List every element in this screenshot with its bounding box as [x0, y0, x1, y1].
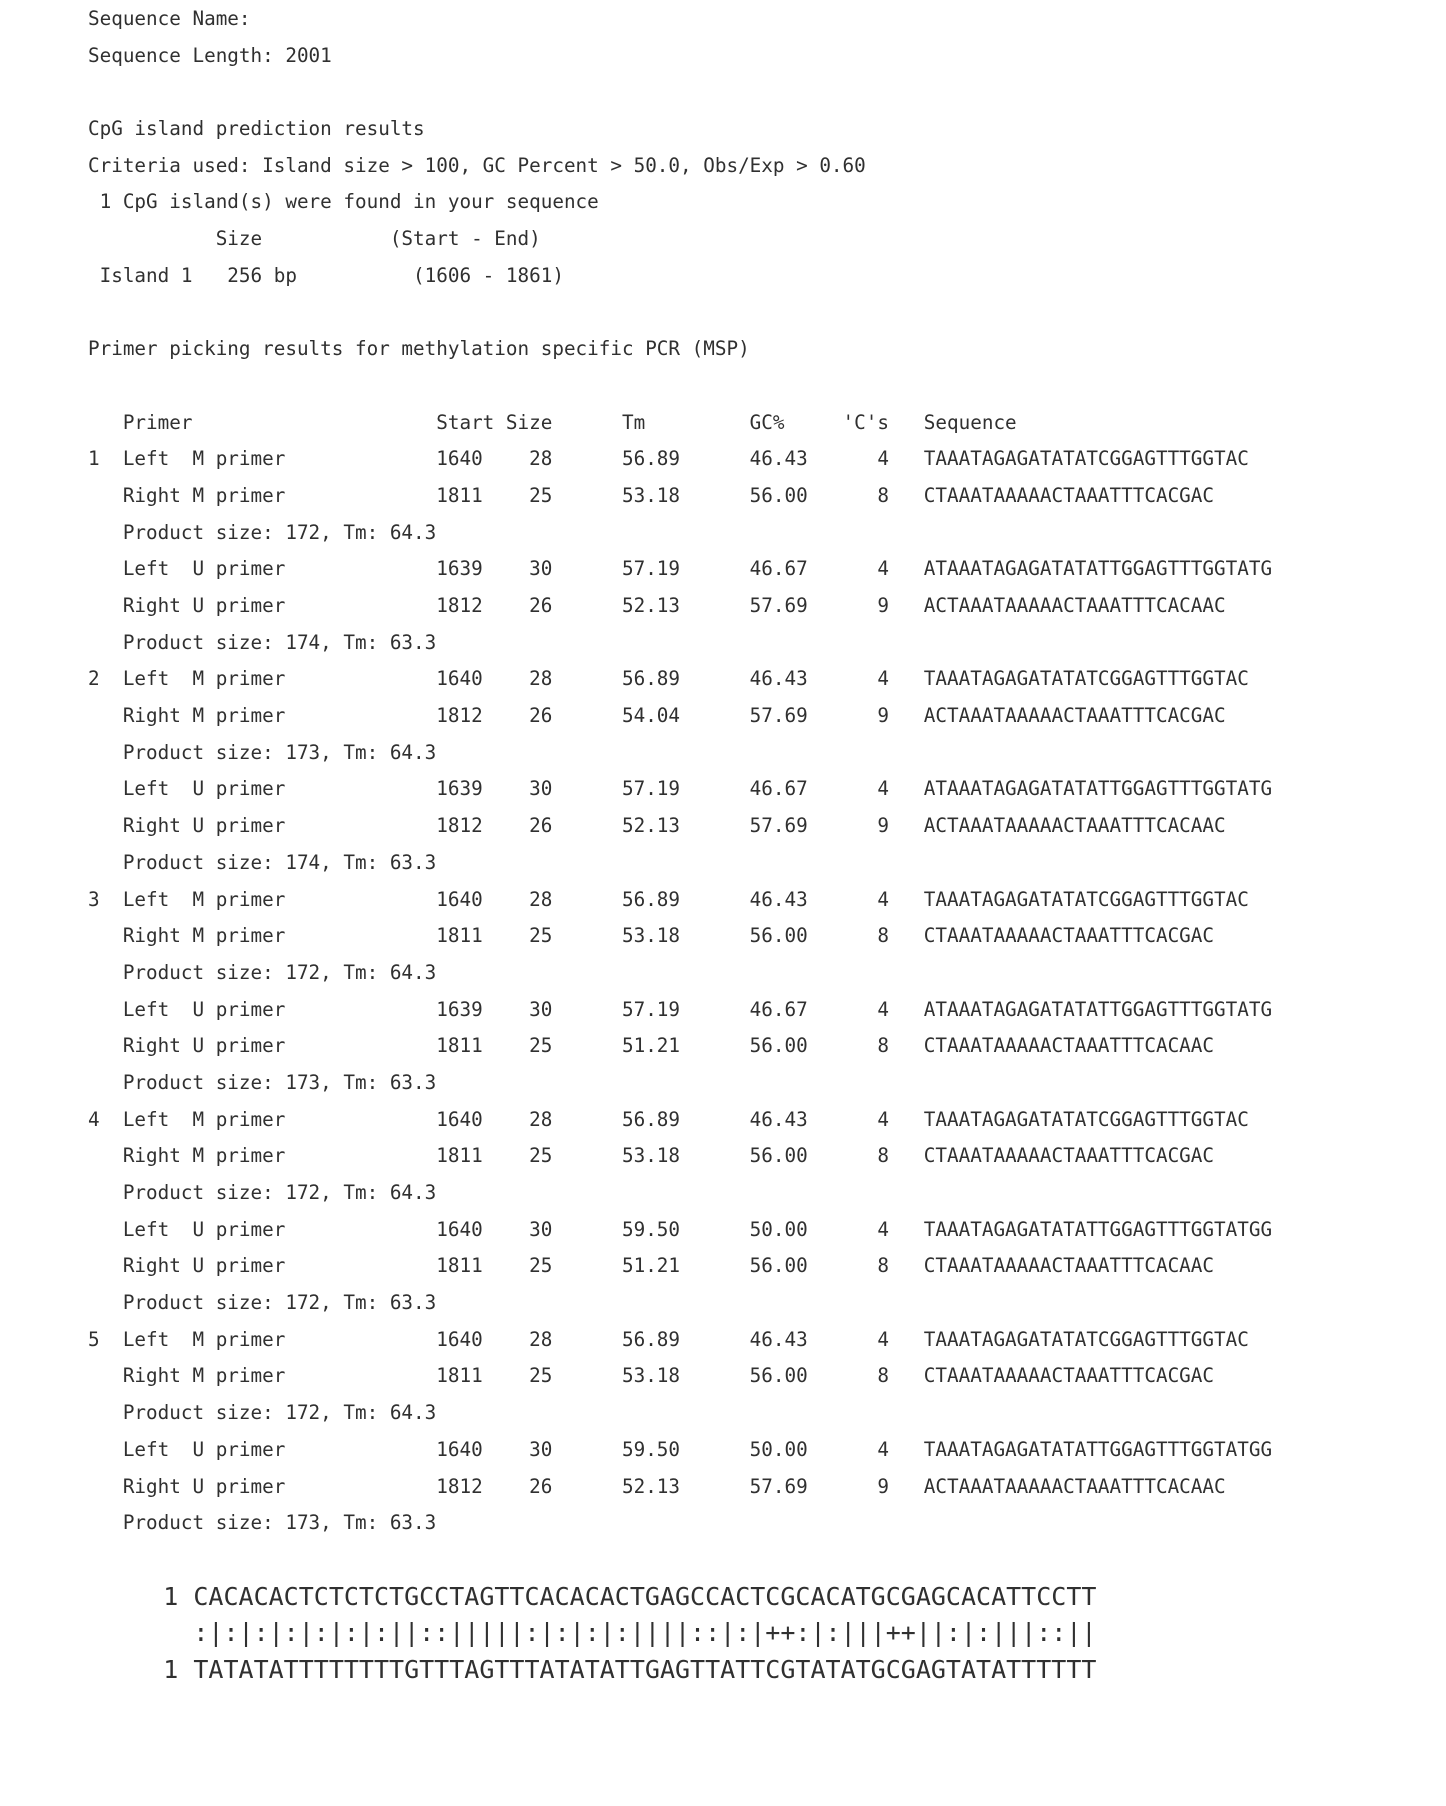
product-size-row: Product size: 174, Tm: 63.3 — [88, 630, 437, 654]
product-size-row: Product size: 172, Tm: 64.3 — [88, 960, 437, 984]
primer-row: 2 Left M primer 1640 28 56.89 46.43 4 TAAATAGAGATATATCGGAGTTTGGTAC — [88, 667, 1249, 691]
primer-row: Right U primer 1811 25 51.21 56.00 8 CTAAATAAAAACTAAATTTCACAAC — [88, 1034, 1215, 1058]
cpg-size-header-line: Size (Start - End) — [88, 227, 541, 251]
blank-line — [88, 74, 1272, 111]
primer-row: Left U primer 1639 30 57.19 46.67 4 ATAAATAGAGATATATTGGAGTTTGGTATG — [88, 557, 1273, 581]
table-header-row: Primer Start Size Tm GC% 'C's Sequence — [88, 410, 1017, 434]
alignment-bottom-strand: 1 TATATATTTTTTTTGTTTAGTTTATATATTGAGTTATTCGTATATGCGAGTATATTTTTT — [88, 1654, 1097, 1684]
msp-title-line: Primer picking results for methylation specific PCR (MSP) — [88, 337, 750, 361]
alignment-match-line: :|:|:|:|:|:|:||::|||||:|:|:|:||||::|:|++:|:|||++||:|:|||::|| — [88, 1618, 1097, 1648]
product-size-row: Product size: 172, Tm: 64.3 — [88, 520, 437, 544]
primer-row: Left U primer 1639 30 57.19 46.67 4 ATAAATAGAGATATATTGGAGTTTGGTATG — [88, 997, 1273, 1021]
sequence-name-line: Sequence Name: — [88, 7, 263, 30]
msp-report — [88, 1, 1272, 1689]
primer-row: Right M primer 1811 25 53.18 56.00 8 CTAAATAAAAACTAAATTTCACGAC — [88, 483, 1215, 507]
alignment-block — [88, 1579, 1272, 1689]
primer-row: Right U primer 1812 26 52.13 57.69 9 ACTAAATAAAAACTAAATTTCACAAC — [88, 1474, 1226, 1498]
product-size-row: Product size: 172, Tm: 64.3 — [88, 1181, 437, 1204]
primer-row: 1 Left M primer 1640 28 56.89 46.43 4 TAAATAGAGATATATCGGAGTTTGGTAC — [88, 447, 1249, 471]
sequence-length-line: Sequence Length: 2001 — [88, 43, 332, 67]
primer-row: Right U primer 1812 26 52.13 57.69 9 ACTAAATAAAAACTAAATTTCACAAC — [88, 594, 1226, 617]
primer-row: 5 Left M primer 1640 28 56.89 46.43 4 TAAATAGAGATATATCGGAGTTTGGTAC — [88, 1327, 1249, 1351]
product-size-row: Product size: 172, Tm: 64.3 — [88, 1401, 437, 1425]
primer-row: Left U primer 1639 30 57.19 46.67 4 ATAAATAGAGATATATTGGAGTTTGGTATG — [88, 777, 1273, 801]
alignment-top-strand: 1 CACACACTCTCTCTGCCTAGTTCACACACTGAGCCACTCGCACATGCGAGCACATTCCTT — [88, 1581, 1097, 1611]
primer-row: Right U primer 1812 26 52.13 57.69 9 ACTAAATAAAAACTAAATTTCACAAC — [88, 814, 1226, 838]
product-size-row: Product size: 173, Tm: 63.3 — [88, 1070, 437, 1094]
blank-line — [88, 295, 1272, 332]
cpg-criteria-line: Criteria used: Island size > 100, GC Percent > 50.0, Obs/Exp > 0.60 — [88, 153, 866, 177]
primer-row: Left U primer 1640 30 59.50 50.00 4 TAAATAGAGATATATTGGAGTTTGGTATGG — [88, 1217, 1273, 1241]
cpg-island-row: Island 1 256 bp (1606 - 1861) — [88, 263, 564, 287]
primer-row: Right M primer 1811 25 53.18 56.00 8 CTAAATAAAAACTAAATTTCACGAC — [88, 1364, 1215, 1388]
primer-row: 3 Left M primer 1640 28 56.89 46.43 4 TAAATAGAGATATATCGGAGTTTGGTAC — [88, 887, 1249, 911]
product-size-row: Product size: 172, Tm: 63.3 — [88, 1291, 437, 1315]
product-size-row: Product size: 173, Tm: 64.3 — [88, 740, 437, 764]
primer-row: Left U primer 1640 30 59.50 50.00 4 TAAATAGAGATATATTGGAGTTTGGTATGG — [88, 1437, 1273, 1461]
blank-line — [88, 1542, 1272, 1579]
cpg-title-line: CpG island prediction results — [88, 117, 425, 141]
product-size-row: Product size: 173, Tm: 63.3 — [88, 1511, 437, 1535]
primer-row: Right M primer 1811 25 53.18 56.00 8 CTAAATAAAAACTAAATTTCACGAC — [88, 1144, 1215, 1168]
primer-row: Right M primer 1812 26 54.04 57.69 9 ACTAAATAAAAACTAAATTTCACGAC — [88, 704, 1226, 728]
primer-row: Right U primer 1811 25 51.21 56.00 8 CTAAATAAAAACTAAATTTCACAAC — [88, 1254, 1215, 1278]
primer-row: 4 Left M primer 1640 28 56.89 46.43 4 TAAATAGAGATATATCGGAGTTTGGTAC — [88, 1107, 1249, 1131]
product-size-row: Product size: 174, Tm: 63.3 — [88, 850, 437, 874]
primer-row: Right M primer 1811 25 53.18 56.00 8 CTAAATAAAAACTAAATTTCACGAC — [88, 924, 1215, 948]
primer-table-body — [88, 441, 1272, 1542]
cpg-found-line: 1 CpG island(s) were found in your sequence — [88, 190, 599, 214]
blank-line — [88, 368, 1272, 405]
